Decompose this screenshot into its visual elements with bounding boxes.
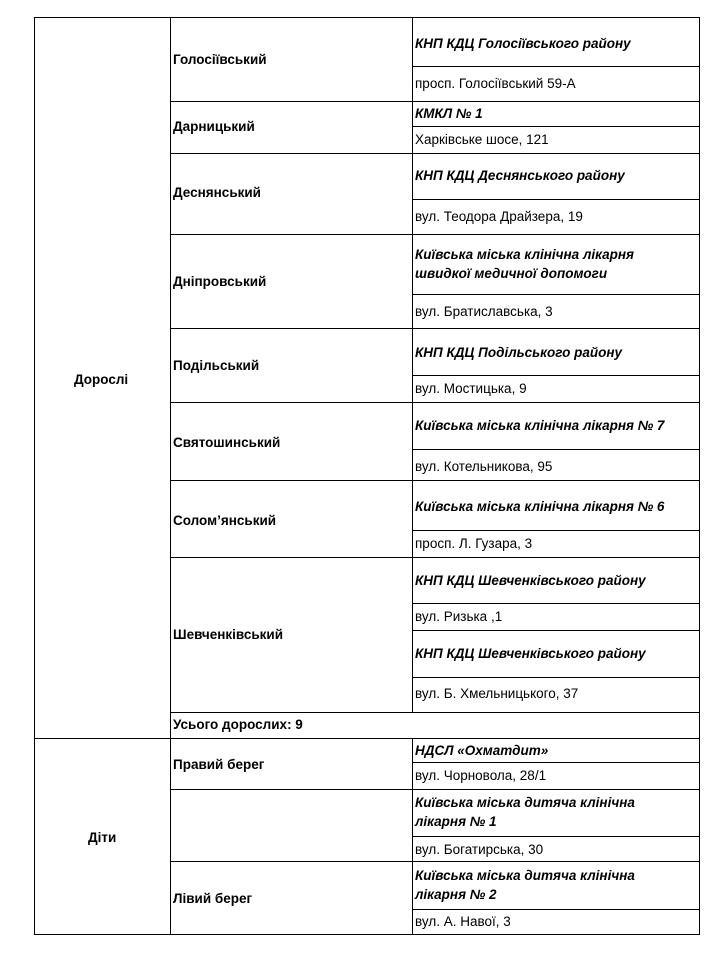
facility-name: Київська міська клінічна лікарня № 6	[415, 499, 665, 514]
facility-address: вул. Чорновола, 28/1	[415, 768, 547, 783]
facility-address: Харківське шосе, 121	[415, 132, 549, 147]
row-divider	[170, 480, 700, 481]
table-border-top	[34, 17, 700, 18]
facility-name: лікарня № 2	[415, 887, 497, 902]
row-divider	[170, 402, 700, 403]
cell-divider	[412, 603, 700, 604]
facility-name: лікарня № 1	[415, 814, 497, 829]
facility-name: КНП КДЦ Шевченківського району	[415, 646, 646, 661]
facility-address: вул. Теодора Драйзера, 19	[415, 209, 583, 224]
district-name: Подільський	[173, 358, 260, 373]
facility-name: Київська міська клінічна лікарня	[415, 247, 634, 262]
facility-name: КНП КДЦ Деснянського району	[415, 168, 625, 183]
cell-divider	[412, 66, 700, 67]
row-divider	[170, 861, 700, 862]
cell-divider	[412, 199, 700, 200]
row-divider	[170, 234, 700, 235]
district-name: Лівий берег	[173, 891, 253, 906]
facility-name: НДСЛ «Охматдит»	[415, 743, 549, 758]
table-border-bottom	[34, 934, 700, 935]
facility-name: Київська міська клінічна лікарня № 7	[415, 418, 665, 433]
cell-divider	[412, 677, 700, 678]
cell-divider	[412, 375, 700, 376]
row-divider	[170, 101, 700, 102]
cell-divider	[412, 126, 700, 127]
district-name: Деснянський	[173, 185, 261, 200]
district-name: Солом’янський	[173, 513, 277, 528]
facility-name: швидкої медичної допомоги	[415, 266, 608, 281]
table-border-left	[34, 17, 35, 935]
column-divider-1	[170, 17, 171, 935]
facility-address: вул. Б. Хмельницького, 37	[415, 686, 579, 701]
district-name: Святошинський	[173, 435, 281, 450]
district-name: Дніпровський	[173, 274, 267, 289]
row-divider	[170, 153, 700, 154]
facility-name: КМКЛ № 1	[415, 106, 483, 121]
facility-name: Київська міська дитяча клінічна	[415, 868, 635, 883]
district-name: Шевченківський	[173, 627, 283, 642]
facility-address: вул. А. Навої, 3	[415, 914, 511, 929]
facility-address: вул. Братиславська, 3	[415, 304, 553, 319]
cell-divider	[412, 294, 700, 295]
group-label-adults: Дорослі	[74, 372, 129, 387]
column-divider-2-adults	[412, 17, 413, 712]
row-divider	[170, 712, 700, 713]
facility-name: КНП КДЦ Подільського району	[415, 345, 623, 360]
facility-name: Київська міська дитяча клінічна	[415, 795, 635, 810]
row-divider	[170, 789, 700, 790]
facility-address: вул. Мостицька, 9	[415, 381, 527, 396]
group-divider	[34, 738, 700, 739]
cell-divider	[412, 762, 700, 763]
cell-divider	[412, 449, 700, 450]
facility-name: КНП КДЦ Голосіївського району	[415, 36, 631, 51]
group-label-children: Діти	[88, 830, 117, 845]
cell-divider	[412, 530, 700, 531]
cell-divider	[412, 630, 700, 631]
cell-divider	[412, 836, 700, 837]
adults-total: Усього дорослих: 9	[173, 717, 303, 732]
facility-address: вул. Ризька ,1	[415, 609, 503, 624]
facility-address: вул. Богатирська, 30	[415, 842, 544, 857]
row-divider	[170, 557, 700, 558]
facility-address: просп. Л. Гузара, 3	[415, 536, 533, 551]
row-divider	[170, 328, 700, 329]
facility-address: просп. Голосіївський 59-А	[415, 76, 576, 91]
table-border-right	[699, 17, 700, 935]
facility-name: КНП КДЦ Шевченківського району	[415, 573, 646, 588]
facility-address: вул. Котельникова, 95	[415, 459, 553, 474]
district-name: Голосіївський	[173, 52, 267, 67]
cell-divider	[412, 909, 700, 910]
district-name: Дарницький	[173, 119, 255, 134]
district-name: Правий берег	[173, 757, 265, 772]
